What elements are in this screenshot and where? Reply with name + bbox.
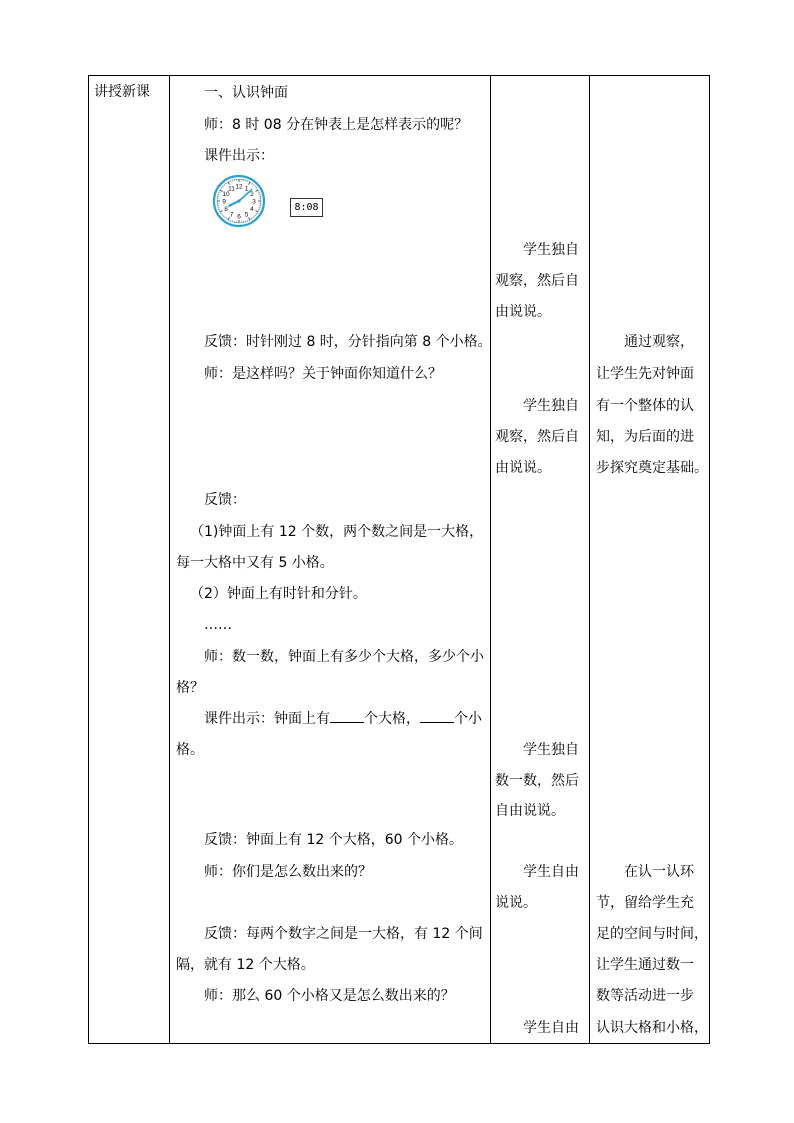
intent-1-line-3: 有一个整体的认	[596, 398, 694, 414]
feedback-2-item-1-cont: 每一大格中又有 5 小格。	[176, 555, 334, 571]
intent-1-line-4: 知，为后面的进	[596, 429, 694, 445]
clock-number: 6	[237, 213, 241, 221]
student-1-line-1: 学生独自	[523, 242, 579, 258]
clock-number: 3	[252, 198, 256, 206]
student-3-line-2: 数一数，然后	[495, 773, 579, 789]
clock-number: 1	[244, 185, 249, 193]
blank-1	[330, 708, 364, 723]
feedback-2: 反馈：	[204, 492, 246, 508]
question-5: 师：那么 60 个小格又是怎么数出来的？	[204, 988, 455, 1004]
question-3-cont: 格？	[176, 680, 204, 696]
student-1-line-3: 由说说。	[495, 304, 551, 320]
feedback-4: 反馈：每两个数字之间是一大格，有 12 个间	[204, 926, 483, 942]
digital-clock: 8:08	[290, 198, 323, 217]
clock-number: 11	[228, 185, 235, 193]
analog-clock-icon	[212, 174, 266, 228]
feedback-1: 反馈：时针刚过 8 时，分针指向第 8 个小格。	[204, 334, 492, 350]
clock-number: 4	[250, 206, 254, 214]
student-4-line-1: 学生自由	[523, 864, 579, 880]
intent-1-line-5: 步探究奠定基础。	[596, 460, 708, 476]
clock-number: 9	[222, 198, 226, 206]
clock-center	[237, 199, 240, 202]
courseware-show-2	[176, 704, 484, 735]
intent-2-line-4: 让学生通过数一	[596, 957, 694, 973]
show2-pre: 课件出示：钟面上有	[204, 711, 330, 727]
feedback-2-item-1: （1)钟面上有 12 个数，两个数之间是一大格，	[190, 524, 484, 540]
intent-2-line-2: 节，留给学生充	[596, 895, 694, 911]
clock-number: 2	[250, 191, 254, 199]
teaching-process-cell	[170, 76, 491, 1044]
feedback-3: 反馈：钟面上有 12 个大格，60 个小格。	[204, 832, 463, 848]
courseware-show-2-cont: 格。	[176, 742, 204, 758]
student-2-line-2: 观察，然后自	[495, 429, 579, 445]
heading: 一、认识钟面	[204, 85, 288, 101]
clock-number: 8	[224, 206, 228, 214]
student-3-line-3: 自由说说。	[495, 803, 565, 819]
student-2-line-1: 学生独自	[523, 398, 579, 414]
intent-1-line-1: 通过观察，	[624, 334, 694, 350]
lesson-table	[88, 75, 710, 1044]
student-1-line-2: 观察，然后自	[495, 273, 579, 289]
student-2-line-3: 由说说。	[495, 460, 551, 476]
student-4-line-2: 说说。	[495, 895, 537, 911]
design-intent-cell	[590, 76, 710, 1044]
section-cell	[89, 76, 170, 1044]
intent-2-line-1: 在认一认环	[624, 864, 694, 880]
clock-number: 5	[244, 211, 249, 219]
clock-number: 12	[235, 183, 243, 191]
courseware-show-1: 课件出示：	[204, 148, 274, 164]
show2-post: 个小	[454, 711, 482, 727]
student-activity-cell	[491, 76, 590, 1044]
show2-mid: 个大格，	[364, 711, 420, 727]
intent-2-line-6: 认识大格和小格，	[596, 1020, 708, 1036]
ellipsis: ……	[204, 617, 232, 633]
student-5-line-1: 学生自由	[523, 1020, 579, 1036]
courseware-figure	[212, 174, 412, 230]
blank-2	[420, 708, 454, 723]
question-2: 师：是这样吗？关于钟面你知道什么？	[204, 366, 442, 382]
clock-number: 7	[229, 211, 234, 219]
question-1: 师：8 时 08 分在钟表上是怎样表示的呢？	[204, 117, 469, 133]
question-4: 师：你们是怎么数出来的？	[204, 864, 372, 880]
intent-2-line-3: 足的空间与时间，	[596, 926, 708, 942]
student-3-line-1: 学生独自	[523, 742, 579, 758]
question-3: 师：数一数，钟面上有多少个大格，多少个小	[204, 649, 484, 665]
section-label: 讲授新课	[94, 84, 150, 100]
feedback-4-cont: 隔，就有 12 个大格。	[176, 957, 315, 973]
intent-2-line-5: 数等活动进一步	[596, 988, 694, 1004]
intent-1-line-2: 让学生先对钟面	[596, 366, 694, 382]
feedback-2-item-2: （2）钟面上有时针和分针。	[190, 586, 367, 602]
clock-number: 10	[222, 191, 230, 199]
